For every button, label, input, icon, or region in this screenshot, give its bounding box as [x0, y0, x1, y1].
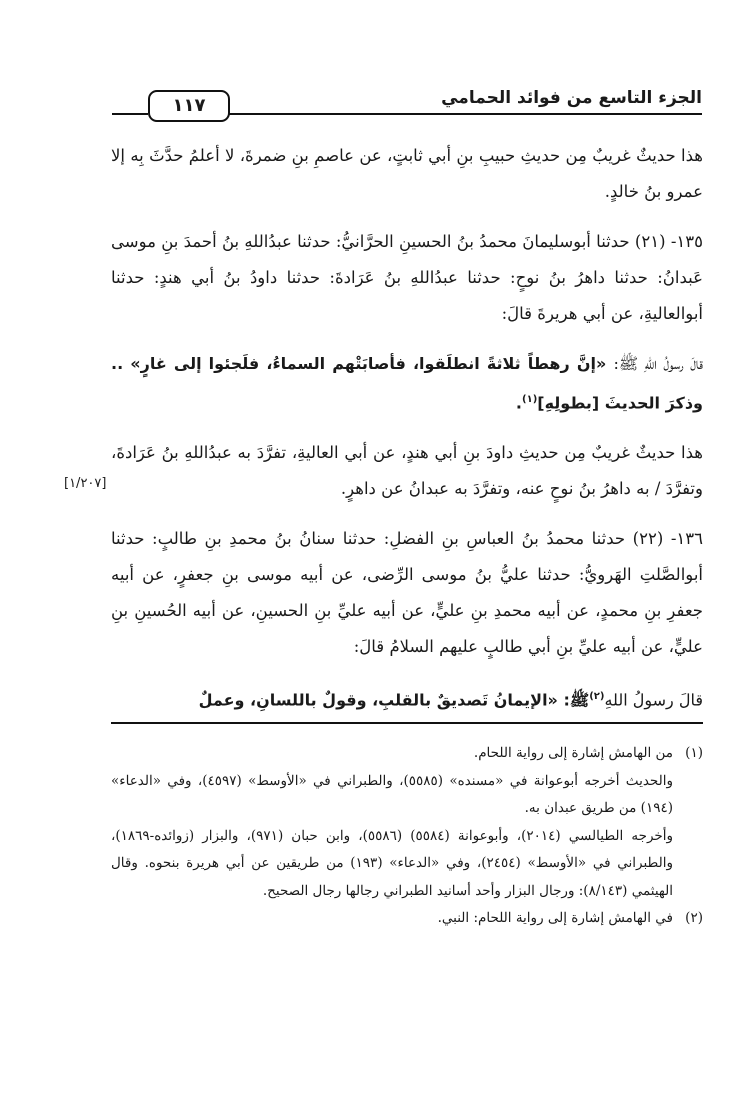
page-header [112, 86, 702, 126]
main-text [111, 138, 703, 733]
footnote-ref-2: (٢) [589, 691, 605, 703]
hadith-lead-2: قالَ رسولُ اللهِ [604, 690, 703, 710]
paragraph-4: ١٣٦- (٢٢) حدثنا محمدُ بنُ العباسِ بنِ الفضلِ: حدثنا سنانُ بنُ محمدِ بنِ طالبٍ: حدثنا أبوالصَّلتِ الهَرويُّ: حدثنا عليُّ بنُ موسى الرِّضى، عن أبيه موسى بنِ جعفرٍ، عن أبيه جعفرِ بنِ محمدٍ، عن أبيه محمدِ بنِ عليٍّ، عن أبيه عليِّ بنِ الحسينِ، عن أبيه الحُسينِ بنِ عليٍّ، عن أبيه عليِّ بنِ أبي طالبٍ عليهم السلامُ قالَ: [111, 529, 703, 657]
hadith-text-2: ﷺ: «الإيمانُ تَصديقٌ بالقلبِ، وقولٌ باللسانِ، وعملٌ [198, 690, 590, 710]
hadith-paragraph-2 [111, 679, 703, 718]
hadith-paragraph-1: قالَ رسولُ اللهِ ﷺ: «إنَّ رهطاً ثلاثةً انطلَقوا، فأصابَتْهم السماءُ، فلَجئوا إلى غارٍ» .. وذكرَ الحديثَ [بطولِهِ]$^{(١)}$. [111, 354, 703, 413]
footnote-separator [111, 722, 703, 724]
header-rule-left [112, 113, 148, 115]
footnote-text: من الهامش إشارة إلى رواية اللحام. [473, 745, 673, 761]
footnote-1 [111, 740, 703, 768]
footnote-ref-1: (١) [522, 394, 538, 405]
footnote-1-cont-a: والحديث أخرجه أبوعوانة في «مسنده» (٥٥٨٥)، والطبراني في «الأوسط» (٤٥٩٧)، وفي «الدعاء» (١٩٤) من طريق عبدان به. [111, 772, 674, 816]
hadith-lead: قالَ رسولُ اللهِ ﷺ: [613, 354, 703, 373]
footnote-number: (١) [685, 745, 703, 761]
margin-folio-note: [١/٢٠٧] [64, 476, 107, 491]
footnote-text: في الهامش إشارة إلى رواية اللحام: النبي. [437, 910, 673, 926]
running-title: الجزء التاسع من فوائد الحمامي [441, 88, 702, 108]
paragraph-1: هذا حديثٌ غريبٌ مِن حديثِ حبيبِ بنِ أبي ثابتٍ، عن عاصمِ بنِ ضمرةَ، لا أعلمُ حدَّثَ بِه إلا عمرو بنُ خالدٍ. [111, 146, 703, 201]
footnote-1-cont-b: وأخرجه الطيالسي (٢٠١٤)، وأبوعوانة (٥٥٨٤) (٥٥٨٦)، وابن حبان (٩٧١)، والبزار (زوائده-١٨٦٩)، والطبراني في «الأوسط» (٢٤٥٤)، وفي «الدعاء» (١٩٣) من طريقين عن أبي هريرة بنحوه. وقال الهيثمي (٨/١٤٣): ورجال البزار وأحد أسانيد الطبراني رجالها رجال الصحيح. [111, 827, 674, 899]
paragraph-3: هذا حديثٌ غريبٌ مِن حديثِ داودَ بنِ أبي هندٍ، عن أبي العاليةِ، تفرَّدَ به عبدُاللهِ بنُ عَرَادةَ، وتفرَّدَ / به داهرُ بنُ نوحٍ عنه، وتفرَّدَ به عبدانُ عن داهرٍ. [111, 443, 703, 499]
page-number: ١١٧ [148, 90, 230, 122]
footnote-number: (٢) [685, 910, 703, 926]
footnotes [111, 740, 703, 933]
paragraph-2: ١٣٥- (٢١) حدثنا أبوسليمانَ محمدُ بنُ الحسينِ الحرَّانيُّ: حدثنا عبدُاللهِ بنُ أحمدَ بنِ موسى عَبدانُ: حدثنا داهرُ بنُ نوحٍ: حدثنا عبدُاللهِ بنُ عَرَادةَ: حدثنا داودُ بنُ أبي هندٍ: حدثنا أبوالعاليةِ، عن أبي هريرةَ قالَ: [111, 232, 703, 323]
footnote-2 [111, 905, 703, 933]
hadith-text: «إنَّ رهطاً ثلاثةً انطلَقوا، فأصابَتْهم السماءُ، فلَجئوا إلى غارٍ» .. وذكرَ الحديثَ [بطولِهِ] [111, 354, 703, 413]
header-rule [220, 113, 702, 115]
